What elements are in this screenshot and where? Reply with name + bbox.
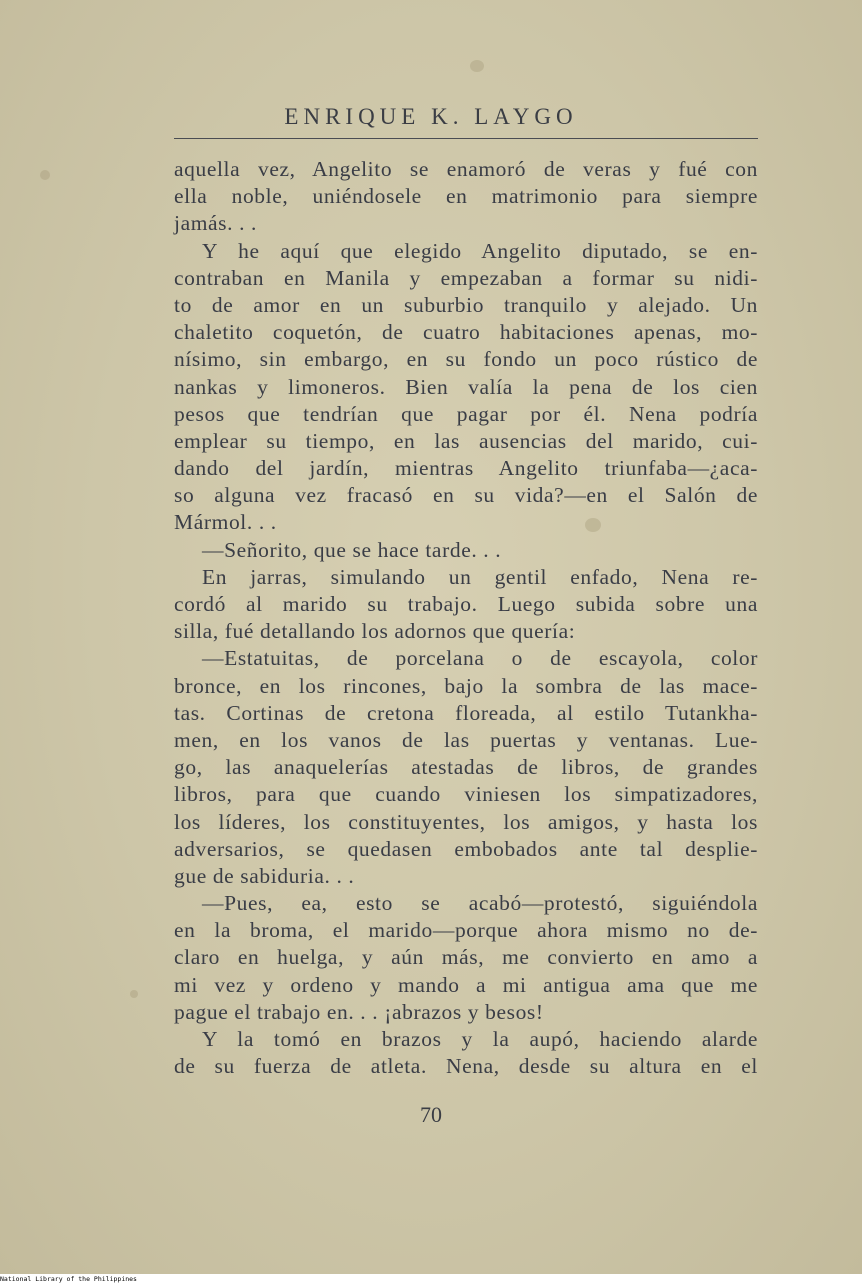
text-line: silla, fué detallando los adornos que quería: [174, 619, 576, 644]
text-line: —Señorito, que se hace tarde. . . [202, 537, 502, 562]
text-line: ella noble, uniéndosele en matrimonio para siempre [174, 184, 758, 209]
paper-stain [40, 170, 50, 180]
text-line: en la broma, el marido—porque ahora mismo no de- [174, 918, 758, 943]
text-line: emplear su tiempo, en las ausencias del marido, cui- [174, 428, 758, 453]
text-line: to de amor en un suburbio tranquilo y alejado. Un [174, 292, 758, 317]
text-line: claro en huelga, y aún más, me convierto en amo a [174, 945, 758, 970]
body-text [174, 156, 758, 1080]
text-line: dando del jardín, mientras Angelito triunfaba—¿aca- [174, 456, 758, 481]
text-line: Mármol. . . [174, 510, 277, 535]
paper-stain [470, 60, 484, 72]
text-line: Y la tomó en brazos y la aupó, haciendo alarde [202, 1027, 758, 1051]
text-line: jamás. . . [174, 211, 258, 236]
text-line: de su fuerza de atleta. Nena, desde su altura en el [174, 1054, 758, 1079]
text-line: go, las anaquelerías atestadas de libros, de grandes [174, 755, 758, 780]
header-rule [174, 138, 758, 139]
text-line: pesos que tendrían que pagar por él. Nena podría [174, 401, 758, 426]
text-line: pague el trabajo en. . . ¡abrazos y besos! [174, 999, 544, 1024]
paper-stain [130, 990, 138, 998]
text-line: aquella vez, Angelito se enamoró de veras y fué con [174, 157, 758, 181]
text-line: adversarios, se quedasen embobados ante tal desplie- [174, 836, 758, 861]
text-line: mi vez y ordeno y mando a mi antigua ama que me [174, 972, 758, 997]
text-line: En jarras, simulando un gentil enfado, Nena re- [202, 564, 758, 589]
text-line: nísimo, sin embargo, en su fondo un poco rústico de [174, 347, 758, 372]
running-header: ENRIQUE K. LAYGO [284, 104, 578, 129]
text-line: so alguna vez fracasó en su vida?—en el Salón de [174, 483, 758, 508]
text-line: Y he aquí que elegido Angelito diputado, se en- [202, 238, 758, 263]
text-line: —Estatuitas, de porcelana o de escayola, color [202, 646, 758, 671]
text-line: contraban en Manila y empezaban a formar su nidi- [174, 265, 758, 290]
text-line: men, en los vanos de las puertas y ventanas. Lue- [174, 727, 758, 752]
text-line: cordó al marido su trabajo. Luego subida sobre una [174, 592, 758, 616]
text-line: los líderes, los constituyentes, los amigos, y hasta los [174, 809, 758, 834]
text-line: —Pues, ea, esto se acabó—protestó, siguiéndola [202, 891, 758, 916]
text-line: libros, para que cuando viniesen los simpatizadores, [174, 782, 758, 807]
text-line: nankas y limoneros. Bien valía la pena de los cien [174, 374, 758, 399]
text-line: gue de sabiduria. . . [174, 863, 355, 888]
text-line: chaletito coquetón, de cuatro habitaciones apenas, mo- [174, 320, 758, 345]
text-line: tas. Cortinas de cretona floreada, al estilo Tutankha- [174, 700, 758, 725]
page-number: 70 [420, 1102, 442, 1127]
text-line: bronce, en los rincones, bajo la sombra de las mace- [174, 673, 758, 698]
footer-credit: National Library of the Philippines [0, 1275, 137, 1283]
